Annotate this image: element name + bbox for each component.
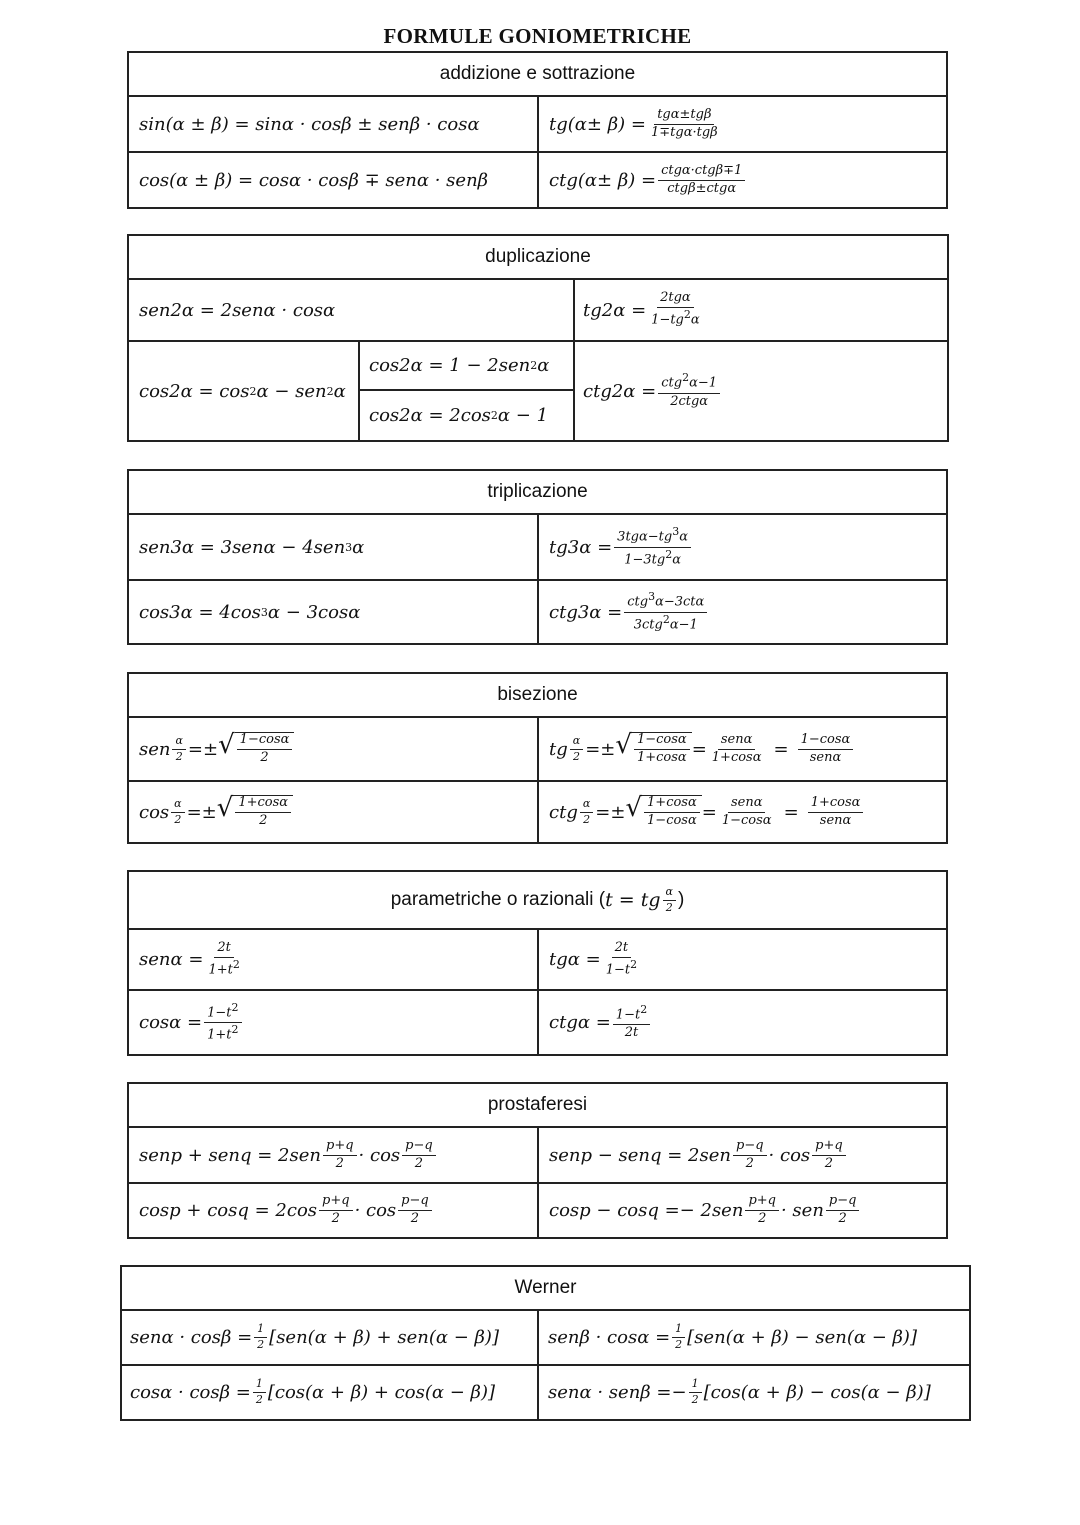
formula-cosp-plus-cosq: cosp + cosq = 2cos $\frac{p+q}{2}$ · cos $\frac{p-q}{2}$ xyxy=(139,1184,434,1237)
formula-ctg3: ctg3α = $\frac{ctg^3\alpha-3ct\alpha}{3ctg^2\alpha-1}$ xyxy=(549,581,709,643)
formula-tg-sum: tg(α± β) = $\frac{\text{tgα±tgβ}}{\text{1∓tgα·tgβ}}$ xyxy=(549,106,718,140)
formula-senp-plus-senq: senp + senq = 2sen $\frac{p+q}{2}$ · cos $\frac{p-q}{2}$ xyxy=(139,1128,438,1182)
formula-cosp-minus-cosq: cosp − cosq =− 2sen $\frac{p+q}{2}$ · sen $\frac{p-q}{2}$ xyxy=(549,1184,861,1237)
section-header-duplicazione: duplicazione xyxy=(129,236,947,280)
formula-ctg-param: ctgα = $\frac{1-t^2}{2t}$ xyxy=(549,991,652,1054)
table-addizione xyxy=(127,51,948,209)
formula-sen-sen-werner: senα · senβ =− $\frac{1}{2}$ [cos(α + β) − cos(α − β)] xyxy=(548,1377,931,1406)
formula-cos-half: cos $\frac{\alpha}{2}$ =± √ $\frac{1+\cos\alpha}{2}$ xyxy=(139,782,293,842)
formula-sen3: sen3α = 3senα − 4sen 3 α xyxy=(139,536,365,558)
formula-sin-sum: sin(α ± β) = sinα · cosβ ± senβ · cosα xyxy=(139,113,480,135)
section-header-bisezione: bisezione xyxy=(129,674,946,718)
table-werner xyxy=(120,1265,971,1421)
formula-sen-beta-cos-werner: senβ · cosα = $\frac{1}{2}$ [sen(α + β) − sen(α − β)] xyxy=(548,1322,917,1351)
formula-sen-half: sen $\frac{\alpha}{2}$ =± √ $\frac{1-\cos\alpha}{2}$ xyxy=(139,718,294,780)
formula-cos2-alt2: cos2α = 2cos 2 α − 1 xyxy=(369,405,549,426)
table-prostaferesi xyxy=(127,1082,948,1239)
formula-sen-cos-werner: senα · cosβ = $\frac{1}{2}$ [sen(α + β) + sen(α − β)] xyxy=(130,1322,499,1351)
formula-ctg-sum: ctg(α± β) = $\frac{\text{ctgα·ctgβ∓1}}{\text{ctgβ±ctgα}}$ xyxy=(549,153,747,207)
formula-ctg2: ctg2α = $\frac{ctg^2\alpha-1}{\text{2ctgα}}$ xyxy=(583,342,722,440)
page-title: FORMULE GONIOMETRICHE xyxy=(383,24,692,48)
formula-ctg-half: ctg $\frac{\alpha}{2}$ =± √ $\frac{1+\cos\alpha}{1-\cos\alpha}$ = $\frac{\text{senα}}{1-\cos\alpha}$ = $\frac{1+\cos\alpha}{\text{senα}}$ xyxy=(549,782,865,842)
table-duplicazione xyxy=(127,234,949,442)
formula-sen2: sen2α = 2senα · cosα xyxy=(139,299,336,321)
formula-tg3: tg3α = $\frac{3tg\alpha-tg^3\alpha}{1-3tg^2\alpha}$ xyxy=(549,515,693,579)
table-bisezione xyxy=(127,672,948,844)
formula-tg2: tg2α = $\frac{\text{2tgα}}{1-tg^2\alpha}$ xyxy=(583,290,700,328)
formula-senp-minus-senq: senp − senq = 2sen $\frac{p-q}{2}$ · cos $\frac{p+q}{2}$ xyxy=(549,1128,848,1182)
formula-cos-cos-werner: cosα · cosβ = $\frac{1}{2}$ [cos(α + β) + cos(α − β)] xyxy=(130,1377,495,1406)
formula-cos2-alt1: cos2α = 1 − 2sen 2 α xyxy=(369,355,550,376)
table-parametriche xyxy=(127,870,948,1056)
section-header-prostaferesi: prostaferesi xyxy=(129,1084,946,1128)
formula-cos-sum: cos(α ± β) = cosα · cosβ ∓ senα · senβ xyxy=(139,169,489,191)
formula-cos-param: cosα = $\frac{1-t^2}{1+t^2}$ xyxy=(139,991,244,1054)
section-header-parametriche: parametriche o razionali ( t = tg $\frac{\alpha}{2}$ ) xyxy=(129,872,946,930)
table-triplicazione xyxy=(127,469,948,645)
formula-tg-half: tg $\frac{\alpha}{2}$ =± √ $\frac{1-\cos\alpha}{1+\cos\alpha}$ = $\frac{\text{senα}}{1+\cos\alpha}$ = $\frac{1-\cos\alpha}{\text{senα}}$ xyxy=(549,718,855,780)
section-header-triplicazione: triplicazione xyxy=(129,471,946,515)
formula-sen-param: senα = $\frac{2t}{1+t^2}$ xyxy=(139,939,240,978)
section-header-addizione: addizione e sottrazione xyxy=(129,53,946,97)
formula-cos3: cos3α = 4cos 3 α − 3cosα xyxy=(139,601,361,623)
formula-cos2: cos2α = cos 2 α − sen 2 α xyxy=(139,380,346,402)
formula-tg-param: tgα = $\frac{2t}{1-t^2}$ xyxy=(549,939,638,978)
section-header-werner: Werner xyxy=(122,1267,969,1311)
